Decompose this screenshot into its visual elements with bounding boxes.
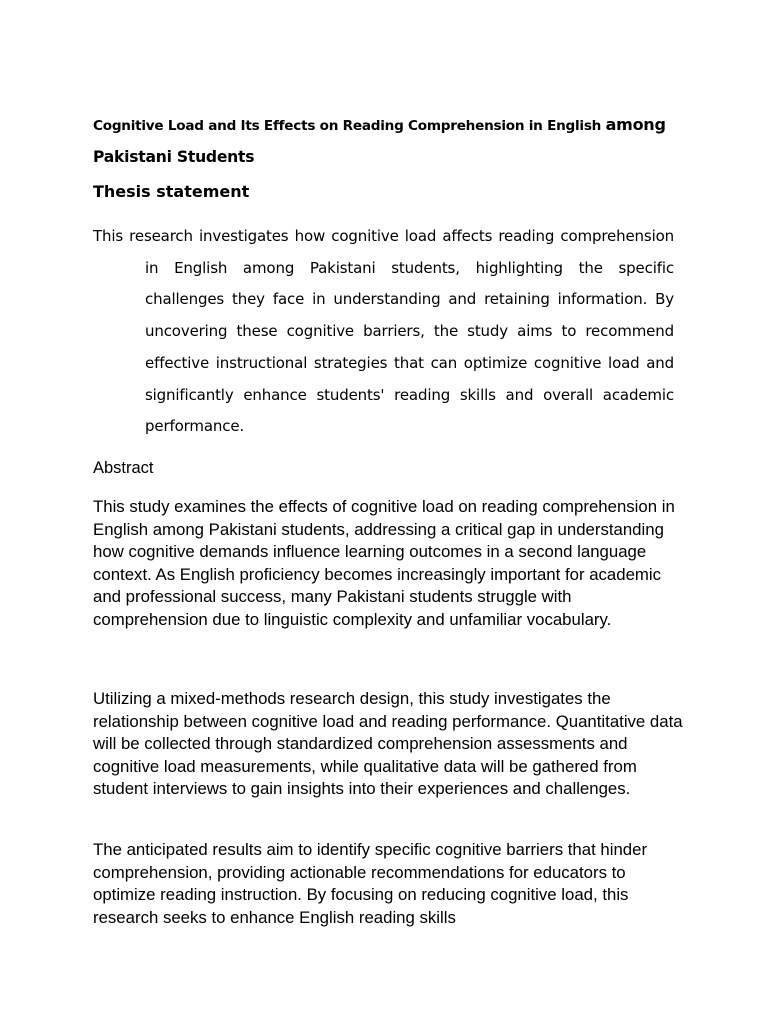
title-main-text: Cognitive Load and Its Effects on Reading Comprehension in English xyxy=(93,118,606,134)
thesis-statement: This research investigates how cognitive load affects reading comprehension in English among Pakistani students, highlighting the specific challenges they face in understanding and retaining information. By uncovering these cognitive barriers, the study aims to recommend effective instructional strategies that can optimize cognitive load and significantly enhance students' reading skills and overall academic performance. xyxy=(93,227,674,436)
abstract-heading: Abstract xyxy=(93,459,154,477)
title-second-line: Pakistani Students xyxy=(93,148,255,166)
abstract-paragraph: The anticipated results aim to identify specific cognitive barriers that hinder comprehension, providing actionable recommendations for educators to optimize reading instruction. By focusing on reducing cognitive load, this research seeks to enhance English reading skills xyxy=(93,840,648,927)
abstract-paragraph: Utilizing a mixed-methods research design, this study investigates the relationship between cognitive load and reading performance. Quantitative data will be collected through standardized comprehension assessments and cognitive load measurements, while qualitative data will be gathered from student interviews to gain insights into their experiences and challenges. xyxy=(93,689,683,798)
title-among-word: among xyxy=(605,115,666,134)
thesis-heading: Thesis statement xyxy=(93,182,250,201)
document-title xyxy=(93,109,683,174)
abstract-paragraph: This study examines the effects of cognitive load on reading comprehension in English among Pakistani students, addressing a critical gap in understanding how cognitive demands influence learning outcomes in a second language context. As English proficiency becomes increasingly important for academic and professional success, many Pakistani students struggle with comprehension due to linguistic complexity and unfamiliar vocabulary. xyxy=(93,497,675,629)
